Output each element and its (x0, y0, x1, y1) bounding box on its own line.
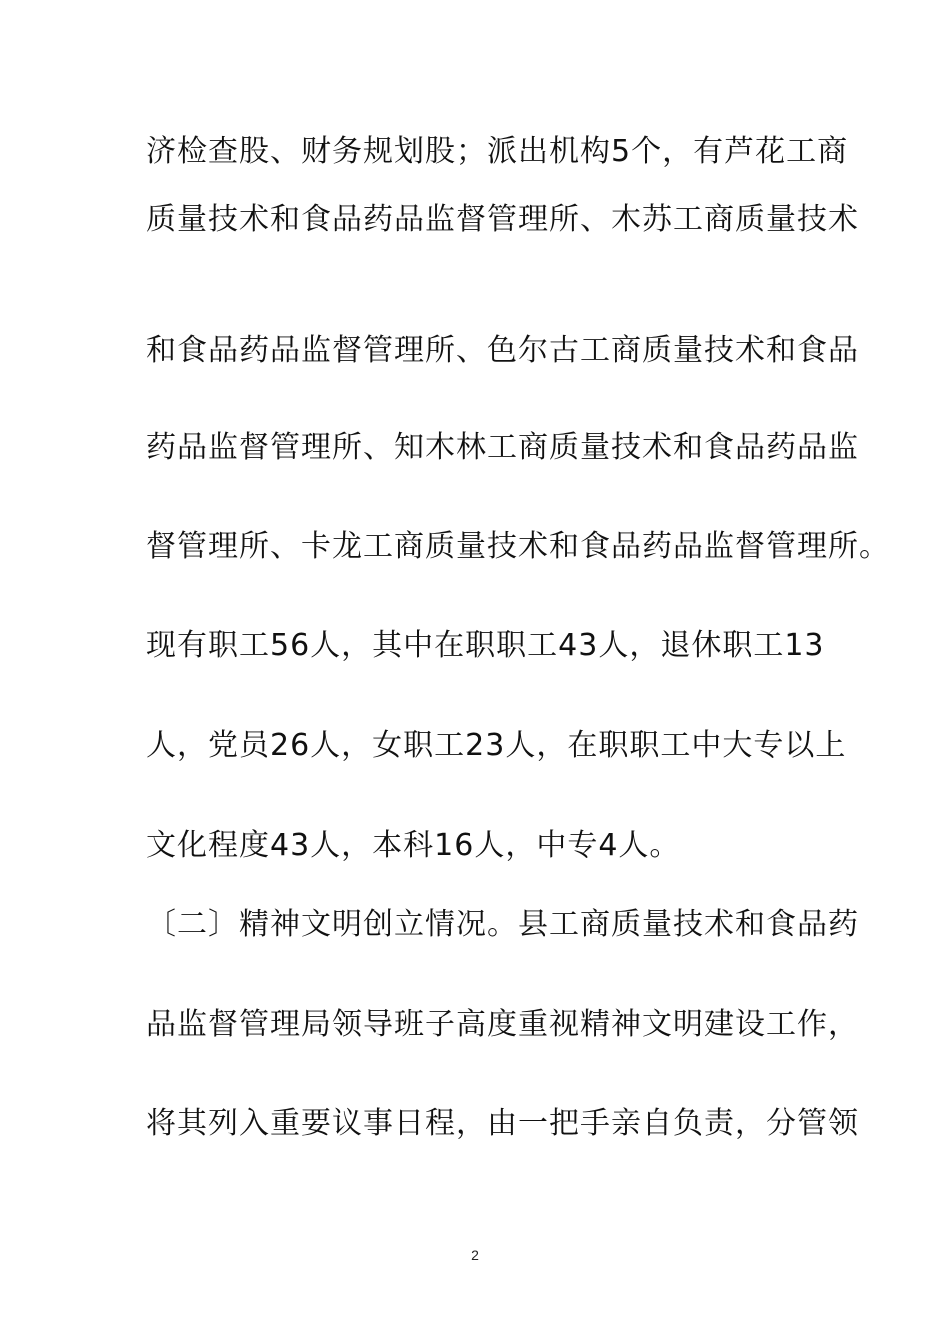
body-text-line: 质量技术和食品药品监督管理所、木苏工商质量技术 (146, 202, 859, 237)
body-text-line: 督管理所、卡龙工商质量技术和食品药品监督管理所。 (146, 529, 890, 564)
body-text-line: 将其列入重要议事日程，由一把手亲自负责，分管领 (146, 1106, 859, 1141)
body-text-line: 人，党员26人，女职工23人，在职职工中大专以上 (146, 728, 847, 763)
page-number: 2 (471, 1247, 479, 1263)
section-heading-line: 〔二〕精神文明创立情况。县工商质量技术和食品药 (146, 907, 859, 942)
body-text-line: 现有职工56人，其中在职职工43人，退休职工13 (146, 628, 825, 663)
body-text-line: 品监督管理局领导班子高度重视精神文明建设工作， (146, 1007, 859, 1042)
body-text-line: 文化程度43人，本科16人，中专4人。 (146, 828, 681, 863)
body-text-line: 药品监督管理所、知木林工商质量技术和食品药品监 (146, 430, 859, 465)
body-text-line: 济检查股、财务规划股；派出机构5个，有芦花工商 (146, 134, 849, 169)
body-text-line: 和食品药品监督管理所、色尔古工商质量技术和食品 (146, 333, 859, 368)
